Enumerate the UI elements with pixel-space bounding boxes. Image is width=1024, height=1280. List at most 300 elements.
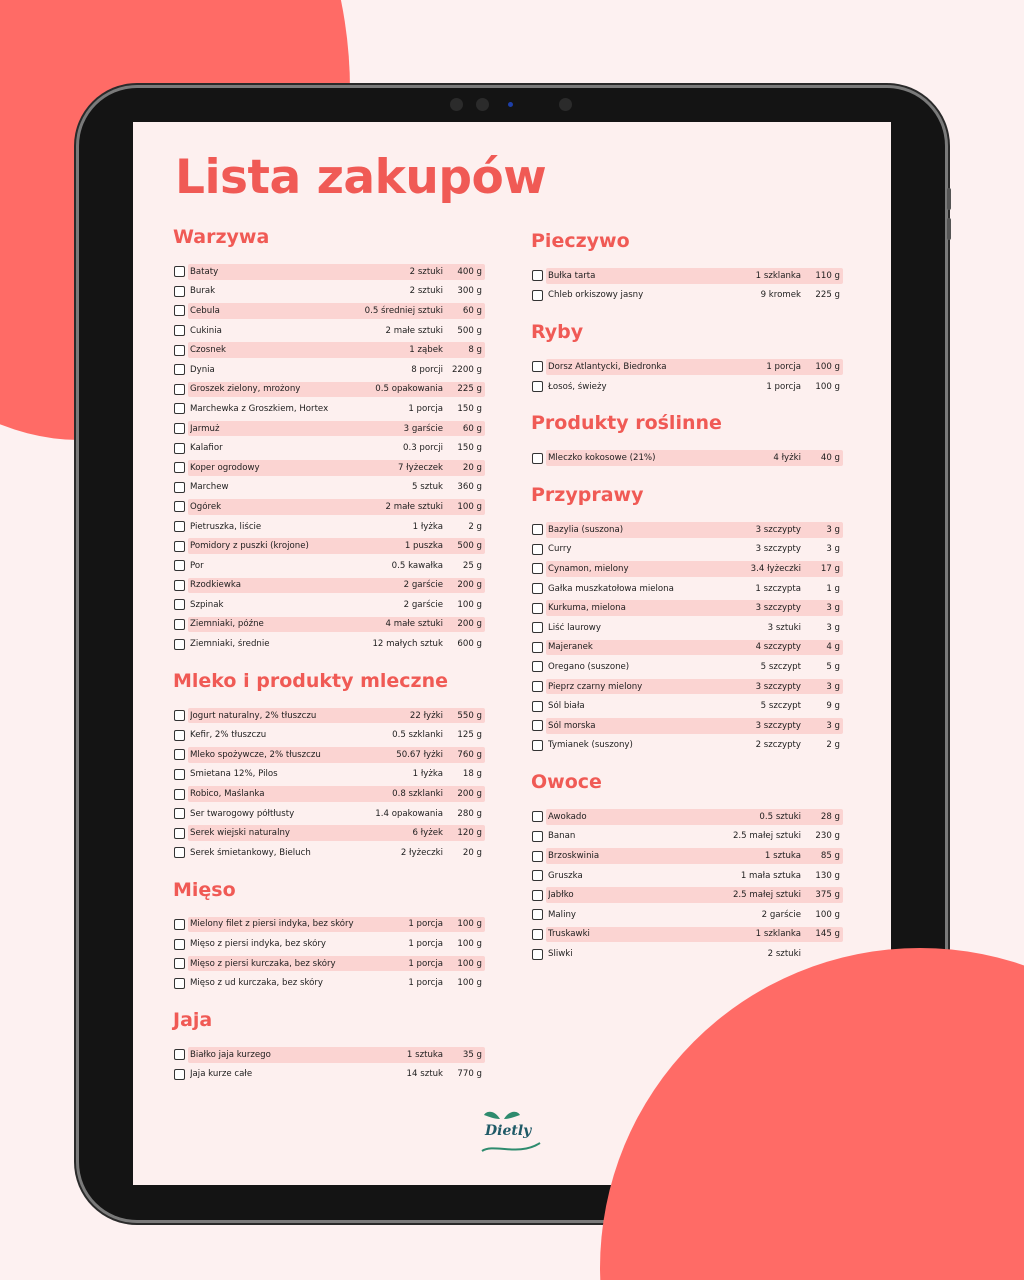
item-name: Truskawki (548, 929, 590, 940)
shopping-item-row (173, 595, 485, 615)
shopping-item-row (531, 866, 843, 886)
item-quantity: 1 porcja (408, 939, 443, 950)
item-grams: 200 g (457, 580, 482, 591)
item-name: Kalafior (190, 443, 223, 454)
shopping-item-row (173, 1065, 485, 1085)
item-checkbox[interactable] (174, 560, 185, 571)
item-name: Sól biała (548, 701, 585, 712)
item-checkbox[interactable] (174, 423, 185, 434)
item-quantity: 3 szczypty (755, 603, 801, 614)
right-column (531, 228, 843, 978)
item-quantity: 3 szczypty (755, 720, 801, 731)
item-checkbox[interactable] (174, 749, 185, 760)
shopping-item-row (173, 360, 485, 380)
item-checkbox[interactable] (174, 1069, 185, 1080)
item-grams: 2200 g (451, 364, 482, 375)
item-grams: 25 g (462, 560, 482, 571)
item-name: Jaja kurze całe (190, 1069, 253, 1080)
item-name: Jabłko (548, 890, 574, 901)
item-name: Pieprz czarny mielony (548, 681, 643, 692)
item-grams: 300 g (457, 286, 482, 297)
item-name: Cukinia (190, 325, 222, 336)
item-quantity: 2 szczypty (755, 740, 801, 751)
volume-button[interactable] (947, 218, 951, 240)
camera-lens (508, 102, 513, 107)
item-checkbox[interactable] (532, 603, 543, 614)
section (173, 668, 485, 863)
item-name: Maliny (548, 909, 576, 920)
item-checkbox[interactable] (532, 453, 543, 464)
item-quantity: 4 szczypty (755, 642, 801, 653)
item-checkbox[interactable] (532, 583, 543, 594)
item-name: Bataty (190, 266, 219, 277)
item-checkbox[interactable] (174, 403, 185, 414)
item-grams: 225 g (815, 290, 840, 301)
item-checkbox[interactable] (174, 345, 185, 356)
item-quantity: 5 szczypt (760, 661, 801, 672)
item-quantity: 0.5 szklanki (392, 730, 443, 741)
item-checkbox[interactable] (532, 642, 543, 653)
item-name: Tymianek (suszony) (548, 740, 633, 751)
item-quantity: 3 szczypty (755, 681, 801, 692)
item-grams: 230 g (815, 831, 840, 842)
item-grams: 9 g (826, 701, 840, 712)
item-checkbox[interactable] (532, 870, 543, 881)
shopping-item-row (173, 458, 485, 478)
item-checkbox[interactable] (532, 740, 543, 751)
section (531, 410, 843, 468)
item-grams: 1 g (826, 583, 840, 594)
item-grams: 500 g (457, 541, 482, 552)
item-grams: 145 g (815, 929, 840, 940)
item-name: Śmietana 12%, Pilos (190, 769, 278, 780)
item-grams: 280 g (457, 808, 482, 819)
shopping-item-row (173, 262, 485, 282)
shopping-item-row (531, 696, 843, 716)
item-checkbox[interactable] (174, 939, 185, 950)
item-name: Oregano (suszone) (548, 661, 630, 672)
item-checkbox[interactable] (174, 639, 185, 650)
item-grams: 100 g (457, 501, 482, 512)
item-checkbox[interactable] (532, 361, 543, 372)
item-quantity: 3 sztuki (767, 622, 801, 633)
item-checkbox[interactable] (174, 978, 185, 989)
camera-sensor (476, 98, 489, 111)
camera-sensor (450, 98, 463, 111)
shopping-item-row (173, 706, 485, 726)
item-grams: 3 g (826, 622, 840, 633)
item-grams: 225 g (457, 384, 482, 395)
item-quantity: 2 małe sztuki (385, 325, 443, 336)
item-quantity: 3 szczypty (755, 544, 801, 555)
item-checkbox[interactable] (174, 462, 185, 473)
item-checkbox[interactable] (532, 681, 543, 692)
item-name: Białko jaja kurzego (190, 1049, 271, 1060)
item-quantity: 3 garście (403, 423, 443, 434)
shopping-item-row (173, 438, 485, 458)
item-name: Sól morska (548, 720, 596, 731)
item-quantity: 1 puszka (404, 541, 443, 552)
section-title: Przyprawy (531, 483, 644, 506)
item-quantity: 5 szczypt (760, 701, 801, 712)
item-quantity: 1 szczypta (755, 583, 801, 594)
item-checkbox[interactable] (174, 828, 185, 839)
item-name: Czosnek (190, 345, 226, 356)
item-grams: 85 g (820, 851, 840, 862)
item-grams: 100 g (457, 599, 482, 610)
item-checkbox[interactable] (532, 290, 543, 301)
item-name: Bułka tarta (548, 270, 596, 281)
item-checkbox[interactable] (174, 599, 185, 610)
item-grams: 100 g (457, 919, 482, 930)
item-checkbox[interactable] (174, 266, 185, 277)
shopping-item-row (173, 823, 485, 843)
shopping-item-row (173, 340, 485, 360)
item-quantity: 1 mała sztuka (740, 870, 801, 881)
shopping-item-row (173, 1045, 485, 1065)
item-name: Ziemniaki, późne (190, 619, 264, 630)
item-checkbox[interactable] (174, 619, 185, 630)
item-name: Mięso z piersi indyka, bez skóry (190, 939, 326, 950)
item-quantity: 0.5 sztuki (759, 811, 801, 822)
item-quantity: 0.5 opakowania (375, 384, 443, 395)
item-grams: 125 g (457, 730, 482, 741)
item-checkbox[interactable] (174, 769, 185, 780)
item-name: Szpinak (190, 599, 224, 610)
item-grams: 3 g (826, 603, 840, 614)
item-name: Brzoskwinia (548, 851, 600, 862)
item-grams: 600 g (457, 639, 482, 650)
item-name: Rzodkiewka (190, 580, 241, 591)
item-quantity: 2 garście (403, 580, 443, 591)
shopping-item-row (173, 634, 485, 654)
shopping-item-row (173, 556, 485, 576)
item-name: Curry (548, 544, 572, 555)
logo-text: Dietly (485, 1123, 532, 1139)
shopping-item-row (531, 448, 843, 468)
item-checkbox[interactable] (174, 305, 185, 316)
item-grams: 400 g (457, 266, 482, 277)
shopping-item-row (531, 827, 843, 847)
item-quantity: 7 łyżeczek (397, 462, 443, 473)
item-quantity: 0.8 szklanki (392, 789, 443, 800)
section-title: Ryby (531, 321, 584, 344)
section (531, 769, 843, 964)
shopping-item-row (531, 357, 843, 377)
shopping-item-row (173, 804, 485, 824)
item-quantity: 9 kromek (760, 290, 801, 301)
item-grams: 100 g (457, 939, 482, 950)
section (173, 1007, 485, 1084)
item-quantity: 1 łyżka (412, 769, 443, 780)
item-grams: 40 g (820, 453, 840, 464)
item-quantity: 12 małych sztuk (372, 639, 443, 650)
section (173, 224, 485, 654)
item-name: Mięso z piersi kurczaka, bez skóry (190, 958, 336, 969)
item-name: Gruszka (548, 870, 583, 881)
item-name: Cynamon, mielony (548, 563, 629, 574)
item-quantity: 2 łyżeczki (400, 847, 443, 858)
section-title: Mięso (173, 878, 236, 901)
item-quantity: 3.4 łyżeczki (750, 563, 801, 574)
shopping-item-row (173, 478, 485, 498)
item-grams: 110 g (815, 270, 840, 281)
item-name: Burak (190, 286, 216, 297)
shopping-item-row (531, 598, 843, 618)
item-grams: 100 g (815, 361, 840, 372)
item-quantity: 2 garście (403, 599, 443, 610)
item-quantity: 2 sztuki (409, 286, 443, 297)
item-checkbox[interactable] (174, 541, 185, 552)
item-name: Ziemniaki, średnie (190, 639, 270, 650)
item-grams: 3 g (826, 681, 840, 692)
item-name: Kurkuma, mielona (548, 603, 626, 614)
item-quantity: 1 ząbek (409, 345, 443, 356)
item-quantity: 1 porcja (408, 919, 443, 930)
shopping-item-row (531, 638, 843, 658)
item-grams: 150 g (457, 403, 482, 414)
shopping-item-row (531, 905, 843, 925)
dietly-logo (478, 1107, 548, 1157)
item-checkbox[interactable] (532, 851, 543, 862)
item-checkbox[interactable] (174, 384, 185, 395)
item-grams: 3 g (826, 524, 840, 535)
item-checkbox[interactable] (174, 789, 185, 800)
shopping-item-row (173, 380, 485, 400)
item-quantity: 2.5 małej sztuki (732, 890, 801, 901)
section-title: Warzywa (173, 226, 270, 248)
item-grams: 500 g (457, 325, 482, 336)
item-grams: 60 g (462, 423, 482, 434)
item-name: Serek wiejski naturalny (190, 828, 290, 839)
item-grams: 150 g (457, 443, 482, 454)
item-checkbox[interactable] (174, 847, 185, 858)
item-checkbox[interactable] (174, 364, 185, 375)
item-name: Łosoś, świeży (548, 381, 607, 392)
shopping-item-row (173, 517, 485, 537)
camera-sensor (559, 98, 572, 111)
item-quantity: 2.5 małej sztuki (732, 831, 801, 842)
item-quantity: 14 sztuk (406, 1069, 443, 1080)
item-checkbox[interactable] (174, 443, 185, 454)
item-quantity: 1 porcja (408, 403, 443, 414)
item-name: Dorsz Atlantycki, Biedronka (548, 361, 667, 372)
item-checkbox[interactable] (174, 521, 185, 532)
item-grams: 20 g (462, 462, 482, 473)
shopping-item-row (173, 843, 485, 863)
item-checkbox[interactable] (532, 929, 543, 940)
item-checkbox[interactable] (532, 622, 543, 633)
shopping-item-row (173, 419, 485, 439)
item-name: Liść laurowy (548, 622, 601, 633)
item-grams: 4 g (826, 642, 840, 653)
item-name: Pietruszka, liście (190, 521, 262, 532)
item-checkbox[interactable] (532, 270, 543, 281)
item-quantity: 2 sztuki (409, 266, 443, 277)
shopping-item-row (173, 915, 485, 935)
item-name: Mielony filet z piersi indyka, bez skóry (190, 919, 354, 930)
item-checkbox[interactable] (532, 949, 543, 960)
section-title: Jaja (173, 1009, 213, 1031)
item-name: Banan (548, 831, 576, 842)
item-name: Mleczko kokosowe (21%) (548, 453, 656, 464)
item-grams: 200 g (457, 789, 482, 800)
section-title: Mleko i produkty mleczne (173, 669, 449, 692)
shopping-item-row (173, 576, 485, 596)
shopping-item-row (531, 885, 843, 905)
item-name: Marchewka z Groszkiem, Hortex (190, 403, 329, 414)
item-name: Cebula (190, 305, 220, 316)
shopping-item-row (173, 615, 485, 635)
item-checkbox[interactable] (532, 524, 543, 535)
item-name: Marchew (190, 482, 229, 493)
item-quantity: 50.67 łyżki (396, 749, 443, 760)
item-quantity: 2 małe sztuki (385, 501, 443, 512)
item-grams: 130 g (815, 870, 840, 881)
item-checkbox[interactable] (174, 286, 185, 297)
item-checkbox[interactable] (532, 890, 543, 901)
item-quantity: 1 sztuka (406, 1049, 443, 1060)
item-checkbox[interactable] (532, 831, 543, 842)
item-checkbox[interactable] (532, 720, 543, 731)
item-checkbox[interactable] (174, 730, 185, 741)
section (173, 877, 485, 993)
item-name: Mięso z ud kurczaka, bez skóry (190, 978, 324, 989)
item-checkbox[interactable] (174, 710, 185, 721)
item-name: Awokado (548, 811, 587, 822)
item-quantity: 4 łyżki (773, 453, 801, 464)
shopping-item-row (531, 807, 843, 827)
item-checkbox[interactable] (174, 808, 185, 819)
item-name: Serek śmietankowy, Bieluch (190, 847, 311, 858)
item-grams: 100 g (457, 958, 482, 969)
item-quantity: 6 łyżek (412, 828, 443, 839)
shopping-item-row (531, 944, 843, 964)
shopping-item-row (173, 497, 485, 517)
item-name: Por (190, 560, 204, 571)
item-name: Gałka muszkatołowa mielona (548, 583, 674, 594)
item-name: Majeranek (548, 642, 593, 653)
item-quantity: 1 porcja (766, 381, 801, 392)
shopping-item-row (531, 677, 843, 697)
item-checkbox[interactable] (174, 958, 185, 969)
shopping-item-row (173, 745, 485, 765)
item-quantity: 8 porcji (411, 364, 443, 375)
section (531, 319, 843, 396)
item-name: Robico, Maślanka (190, 789, 265, 800)
shopping-item-row (531, 716, 843, 736)
item-quantity: 4 małe sztuki (385, 619, 443, 630)
section (531, 228, 843, 305)
item-checkbox[interactable] (532, 909, 543, 920)
shopping-item-row (531, 657, 843, 677)
item-quantity: 1 szklanka (755, 929, 801, 940)
item-grams: 760 g (457, 749, 482, 760)
item-name: Mleko spożywcze, 2% tłuszczu (190, 749, 321, 760)
item-quantity: 1.4 opakowania (375, 808, 443, 819)
item-checkbox[interactable] (532, 381, 543, 392)
item-grams: 35 g (462, 1049, 482, 1060)
item-checkbox[interactable] (174, 501, 185, 512)
shopping-item-row (173, 784, 485, 804)
item-grams: 20 g (462, 847, 482, 858)
item-quantity: 2 garście (761, 909, 801, 920)
shopping-item-row (531, 579, 843, 599)
item-grams: 100 g (815, 381, 840, 392)
item-quantity: 2 sztuki (767, 949, 801, 960)
item-name: Groszek zielony, mrożony (190, 384, 301, 395)
item-grams: 120 g (457, 828, 482, 839)
shopping-item-row (173, 954, 485, 974)
item-quantity: 0.5 średniej sztuki (364, 305, 443, 316)
shopping-item-row (173, 399, 485, 419)
shopping-item-row (173, 973, 485, 993)
item-checkbox[interactable] (174, 482, 185, 493)
item-grams: 28 g (820, 811, 840, 822)
item-grams: 2 g (826, 740, 840, 751)
item-checkbox[interactable] (532, 563, 543, 574)
item-grams: 2 g (468, 521, 482, 532)
shopping-item-row (531, 736, 843, 756)
shopping-item-row (173, 321, 485, 341)
item-grams: 770 g (457, 1069, 482, 1080)
item-name: Kefir, 2% tłuszczu (190, 730, 267, 741)
item-quantity: 1 porcja (766, 361, 801, 372)
shopping-item-row (531, 559, 843, 579)
section-title: Produkty roślinne (531, 412, 722, 435)
volume-button[interactable] (947, 188, 951, 210)
item-checkbox[interactable] (174, 580, 185, 591)
item-quantity: 0.3 porcji (403, 443, 443, 454)
item-grams: 360 g (457, 482, 482, 493)
section-title: Pieczywo (531, 230, 630, 252)
item-checkbox[interactable] (174, 325, 185, 336)
item-grams: 18 g (462, 769, 482, 780)
item-quantity: 1 porcja (408, 958, 443, 969)
item-quantity: 0.5 kawałka (391, 560, 443, 571)
item-grams: 375 g (815, 890, 840, 901)
item-name: Ogórek (190, 501, 222, 512)
shopping-item-row (531, 540, 843, 560)
shopping-item-row (531, 846, 843, 866)
shopping-item-row (531, 377, 843, 397)
item-quantity: 1 porcja (408, 978, 443, 989)
item-checkbox[interactable] (174, 1049, 185, 1060)
item-checkbox[interactable] (532, 701, 543, 712)
item-quantity: 1 sztuka (764, 851, 801, 862)
shopping-item-row (531, 925, 843, 945)
item-grams: 8 g (468, 345, 482, 356)
item-name: Jarmuż (190, 423, 220, 434)
item-checkbox[interactable] (532, 811, 543, 822)
item-name: Koper ogrodowy (190, 462, 260, 473)
item-name: Śliwki (548, 949, 573, 960)
item-grams: 200 g (457, 619, 482, 630)
item-grams: 3 g (826, 544, 840, 555)
item-grams: 3 g (826, 720, 840, 731)
shopping-item-row (173, 725, 485, 745)
item-checkbox[interactable] (532, 661, 543, 672)
item-checkbox[interactable] (174, 919, 185, 930)
item-name: Dynia (190, 364, 215, 375)
item-grams: 100 g (815, 909, 840, 920)
item-grams: 5 g (826, 661, 840, 672)
shopping-item-row (173, 536, 485, 556)
shopping-item-row (531, 520, 843, 540)
item-checkbox[interactable] (532, 544, 543, 555)
left-column (173, 224, 485, 1098)
shopping-item-row (531, 266, 843, 286)
